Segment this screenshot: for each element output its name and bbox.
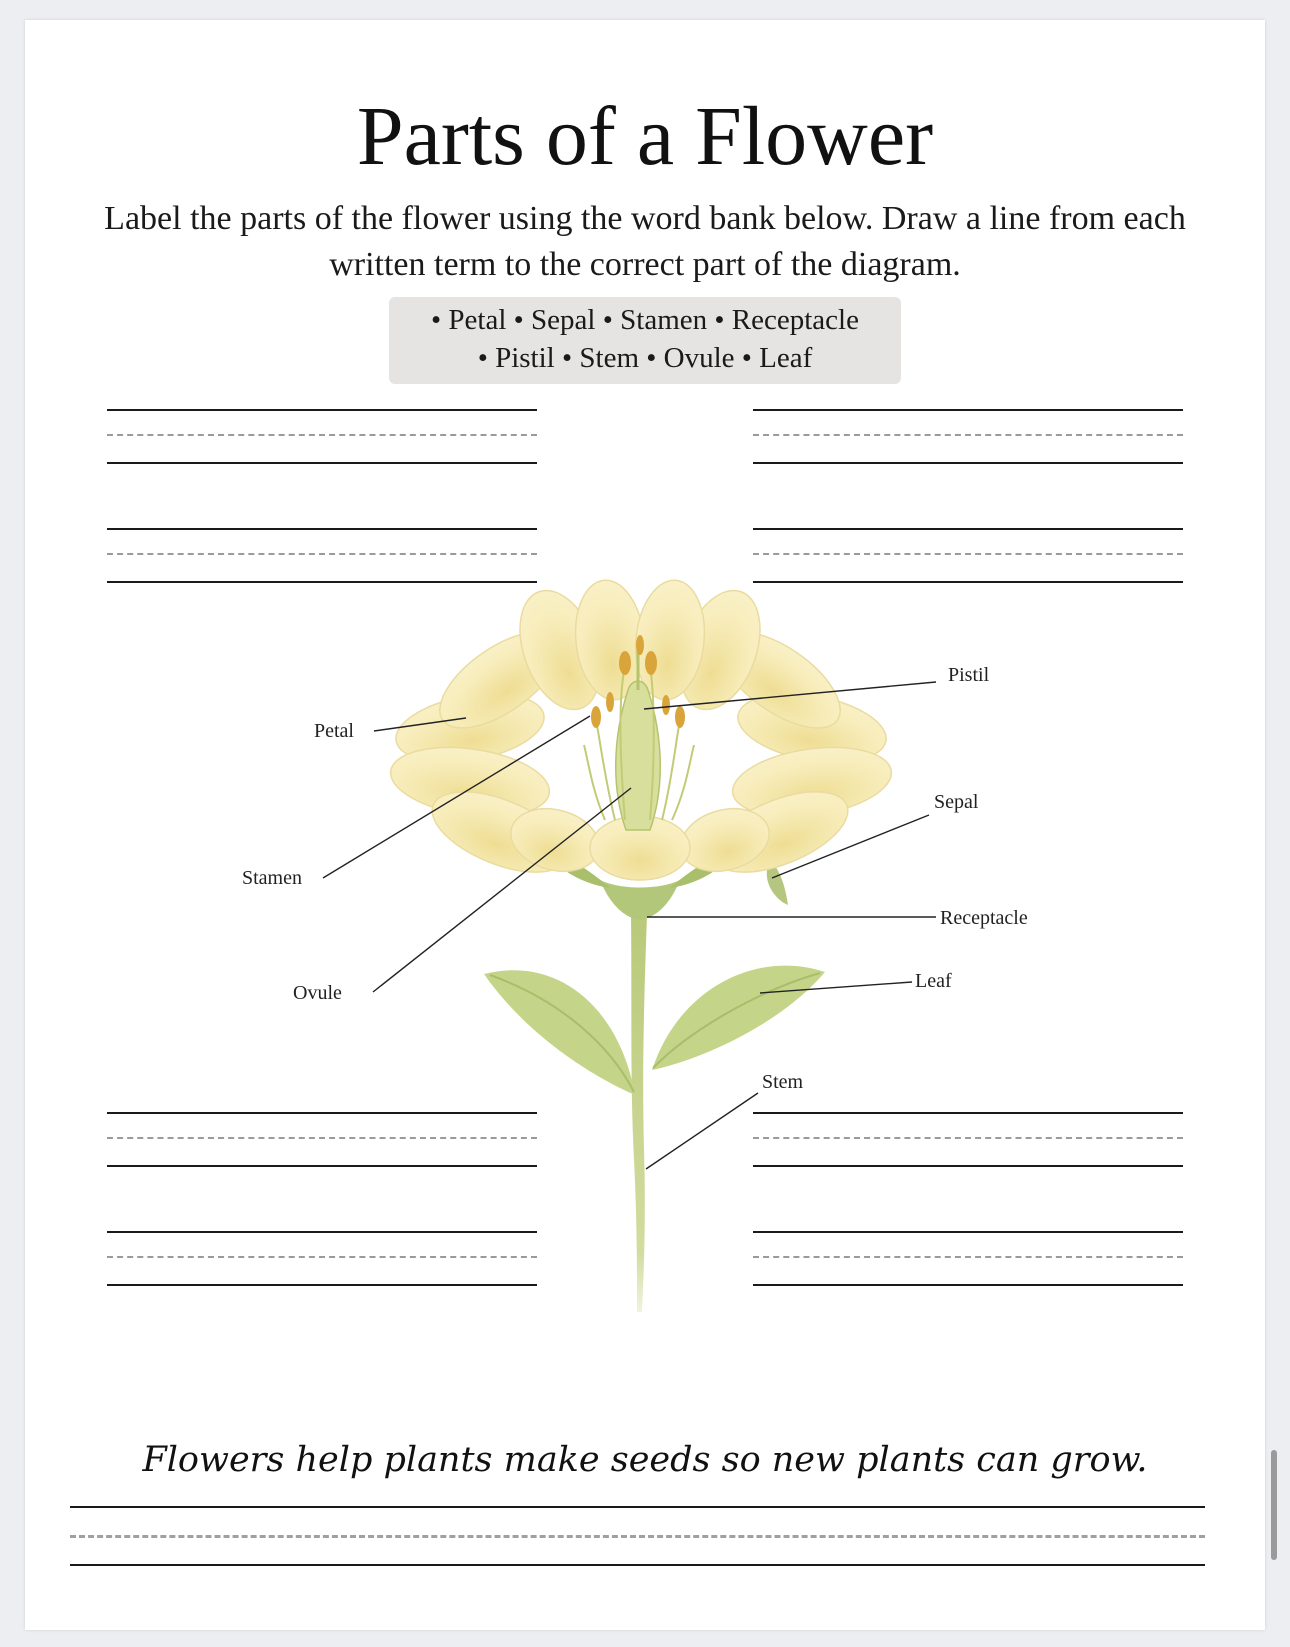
bottom-writing-bottom-line[interactable]: [70, 1564, 1205, 1566]
stem-shape: [631, 915, 647, 1312]
fact-sentence: Flowers help plants make seeds so new plants can grow.: [142, 1440, 1148, 1480]
page-title: Parts of a Flower: [356, 90, 934, 183]
label-sepal: Sepal: [934, 791, 979, 813]
label-ovule: Ovule: [293, 982, 342, 1004]
word-bank-line-1: • Petal • Sepal • Stamen • Receptacle: [431, 304, 859, 336]
leaf-right-shape: [652, 966, 825, 1070]
label-petal: Petal: [314, 720, 354, 742]
instructions-text: Label the parts of the flower using the word bank below. Draw a line from each written term to the correct part of the diagram.: [104, 200, 1186, 283]
word-bank-line-2: • Pistil • Stem • Ovule • Leaf: [477, 342, 813, 374]
bottom-writing-dashed-line: [70, 1535, 1205, 1538]
label-stem: Stem: [762, 1071, 804, 1093]
label-pistil: Pistil: [948, 664, 990, 686]
leaf-left-shape: [484, 970, 635, 1095]
stem-leader-line: [646, 1093, 758, 1169]
label-receptacle: Receptacle: [940, 907, 1028, 929]
bottom-writing-top-line: [70, 1506, 1205, 1508]
label-stamen: Stamen: [242, 867, 302, 889]
label-leaf: Leaf: [915, 970, 952, 992]
